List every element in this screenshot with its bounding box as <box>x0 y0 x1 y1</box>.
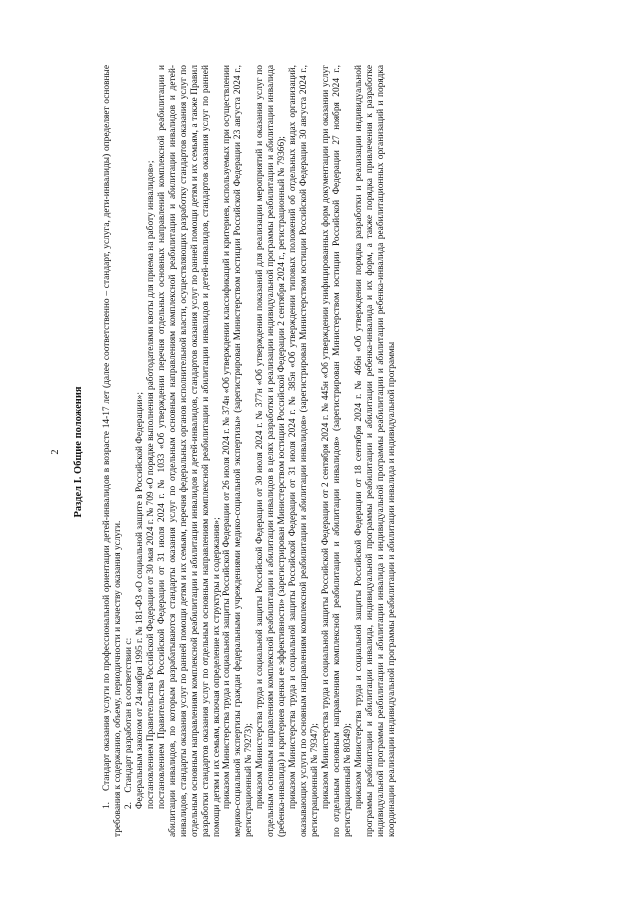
paragraph-2: 2. Стандарт разработан в соответствии с: <box>123 637 134 809</box>
paragraph-3: Федеральным законом от 24 ноября 1995 г. № 181-ФЗ «О социальной защите в Российской Федерации»; <box>134 392 145 809</box>
paragraph-4: постановлением Правительства Российской Федерации от 30 мая 2024 г. № 709 «О порядке выполнения работодателями квоты для приема на работу инвалидов»; <box>145 160 156 809</box>
paragraph-5: постановлением Правительства Российской Федерации от 31 июля 2024 г. № 1033 «Об утверждении перечня отдельных основных направлений комплексной реабилитации и абилитации инвалидов, по которым разрабатываются стандарты оказания услуг по отдельным основным направлениям комплексной реабилитации и абилитации инвалидов и детей-инвалидов, стандарты оказания услуг по ранней помощи детям и их семьям, перечня федеральных органов исполнительной власти, осуществляющих разработку стандартов оказания услуг по отдельным основным направлениям комплексной реабилитации и абилитации инвалидов и детей-инвалидов, стандартов оказания услуг по ранней помощи детям и их семьям, а также Правил разработки стандартов оказания услуг по отдельным основным направлениям комплексной реабилитации и абилитации инвалидов и детей-инвалидов, стандартов оказания услуг по ранней помощи детям и их семьям, включая определение их структуры и содержания»; <box>156 65 222 837</box>
page-number: 2 <box>50 449 61 455</box>
paragraph-1: 1. Стандарт оказания услуги по профессиональной ориентации детей-инвалидов в возрасте 14-17 лет (далее соответственно – стандарт, услуга, дети-инвалиды) определяет основные требования к содержанию, объему, периодичности и качеству оказания услуги. <box>102 65 123 837</box>
body-text <box>102 65 398 837</box>
paragraph-7: приказом Министерства труда и социальной защиты Российской Федерации от 30 июля 2024 г. № 377н «Об утверждении показаний для реализации мероприятий и оказания услуг по отдельным основным направлениям комплексной реабилитации и абилитации инвалидов в целях разработки и реализации индивидуальной программы реабилитации и абилитации инвалида (ребенка-инвалида) и критериев оценки ее эффективности» (зарегистрирован Министерством юстиции Российской Федерации 2 сентября 2024 г., регистрационный № 79366); <box>255 65 288 837</box>
paragraph-8: приказом Министерства труда и социальной защиты Российской Федерации от 31 июля 2024 г. № 385н «Об утверждении типовых положений об отдельных видах организаций, оказывающих услуги по основным направлениям комплексной реабилитации и абилитации инвалидов» (зарегистрирован Министерством юстиции Российской Федерации 30 августа 2024 г., регистрационный № 79347); <box>288 65 321 837</box>
section-title: Раздел I. Общие положения <box>73 386 84 518</box>
rotated-sheet <box>50 57 590 847</box>
paragraph-9: приказом Министерства труда и социальной защиты Российской Федерации от 2 сентября 2024 г. № 445н «Об утверждении унифицированных форм документации при оказании услуг по отдельным основным направлениям комплексной реабилитации и абилитации инвалидов» (зарегистрирован Министерством юстиции Российской Федерации 27 ноября 2024 г., регистрационный № 80349); <box>321 65 353 837</box>
paragraph-6: приказом Министерства труда и социальной защиты Российской Федерации от 26 июля 2024 г. № 374н «Об утверждении классификаций и критериев, используемых при осуществлении медико-социальной экспертизы граждан федеральными учреждениями медико-социальной экспертизы» (зарегистрирован Министерством юстиции Российской Федерации 23 августа 2024 г., регистрационный № 79273); <box>222 65 255 837</box>
paragraph-10: приказом Министерства труда и социальной защиты Российской Федерации от 18 сентября 2024 г. № 466н «Об утверждении порядка разработки и реализации индивидуальной программы реабилитации и абилитации инвалида, индивидуальной программы реабилитации и абилитации ребенка-инвалида и их форм, а также порядка привлечения к разработке индивидуальной программы реабилитации и абилитации инвалида и индивидуальной программы реабилитации и абилитации ребенка-инвалида реабилитационных организаций и порядка координации реализации индивидуальной программы реабилитации и абилитации инвалида и индивидуальной программы <box>353 65 397 837</box>
